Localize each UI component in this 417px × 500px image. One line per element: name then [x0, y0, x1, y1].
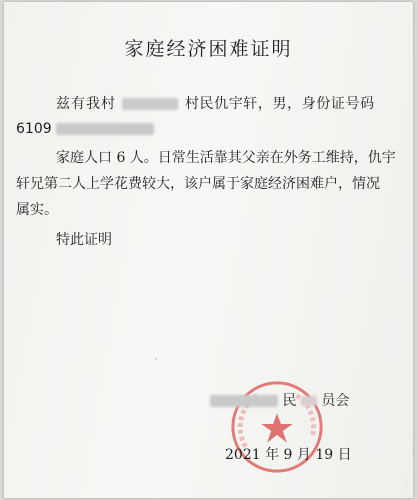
document-date: 2021 年 9 月 19 日 [225, 447, 352, 463]
closing-text: 特此证明 [56, 232, 112, 248]
paragraph-2-line-3: 属实。 [16, 202, 58, 218]
paragraph-2-line-1: 家庭人口 6 人。日常生活靠其父亲在外务工维持，仇宇 [56, 150, 396, 166]
issuer-end: 员会 [321, 393, 350, 409]
paragraph-2-line-2: 轩兄第二人上学花费较大，该户属于家庭经济困难户，情况 [16, 176, 380, 192]
intro-text: 兹有我村 [56, 96, 116, 112]
document-page [4, 2, 413, 498]
issuer-suffix: 民 [282, 393, 297, 409]
redacted-issuer-mid [301, 396, 317, 406]
id-number-line [16, 120, 154, 138]
redacted-id-number [56, 123, 154, 135]
id-number-prefix: 6109 [16, 121, 52, 137]
redacted-issuer-name [210, 395, 278, 407]
redacted-village-name [122, 98, 178, 110]
issuer-name [210, 390, 349, 410]
paragraph-1-line-1 [56, 95, 375, 113]
stray-mark: ˙ [154, 358, 158, 367]
villager-text: 村民仇宇轩，男，身份证号码 [184, 96, 375, 112]
document-title: 家庭经济困难证明 [124, 38, 293, 60]
